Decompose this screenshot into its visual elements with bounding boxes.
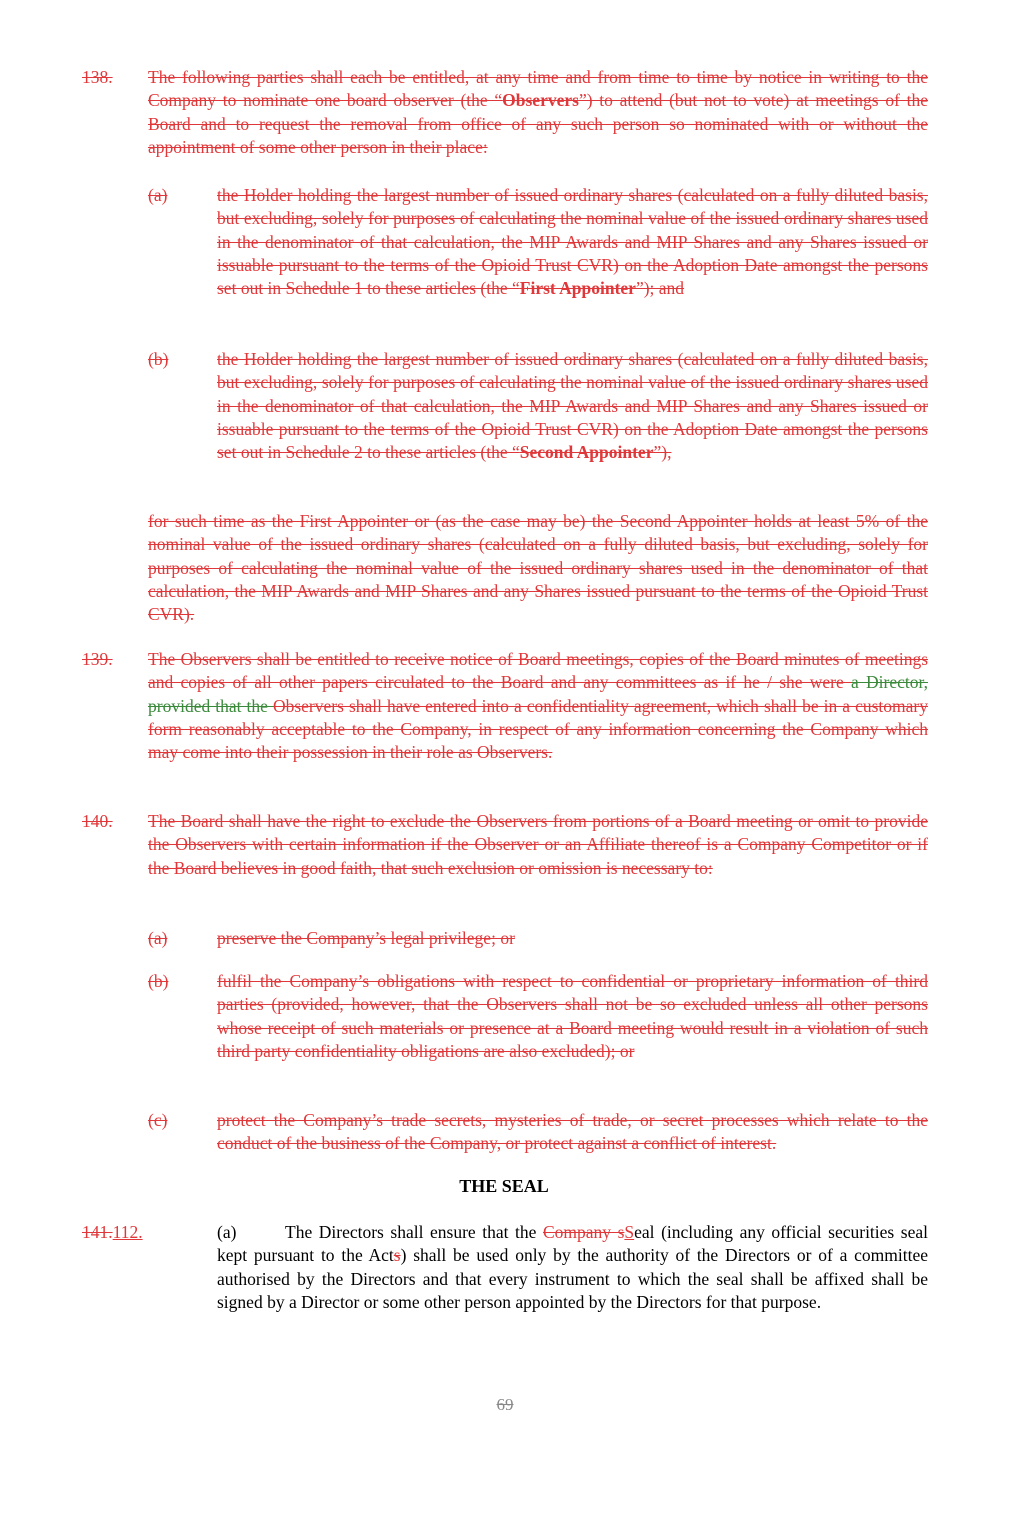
clause-140a-label: (a) [148,928,168,948]
clause-138a-label: (a) [148,185,168,205]
second-appointer-defined-term: Second Appointer [519,442,654,463]
clause-112-text-1: The Directors shall ensure that the [285,1222,543,1242]
page-number: 69 [496,1395,514,1414]
clause-140a-text: preserve the Company’s legal privilege; or [217,928,515,948]
clause-138-number: 138. [82,67,113,87]
clause-112-tab-underline [143,1237,201,1238]
clause-138b-after: ”), [653,442,672,463]
clause-112-deletion-2: s [393,1245,401,1266]
clause-112-sub-label: (a) [217,1222,237,1242]
clause-140b-text: fulfil the Company’s obligations with respect to confidential or proprietary information of third parties (provided, however, that the Observers shall not be so excluded unless all other persons whose receipt of such materials or presence at a Board meeting would result in a violation of such third party confidentiality obligations are also excluded); or [217,971,928,1061]
first-appointer-defined-term: First Appointer [519,278,636,299]
clause-138b-text [217,348,928,464]
clause-139-after: Observers shall have entered into a confidentiality agreement, which shall be in a customary form reasonably acceptable to the Company, in respect of any information concerning the Company which may come into their possession in their role as Observers. [148,695,928,763]
clause-138-text-after: ”) to attend (but not to vote) at meetings of the Board and to request the removal from office of any such person so nominated with or without the appointment of some other person in their place: [148,90,928,157]
clause-112-text-2: eal (including any official securities seal kept pursuant to the Act [217,1222,928,1266]
clause-140-number: 140. [82,811,113,831]
clause-139-green-deletion: a Director, provided that the [148,672,928,716]
clause-140b-label: (b) [148,971,169,991]
clause-140-text: The Board shall have the right to exclude the Observers from portions of a Board meeting or omit to provide the Observers with certain information if the Observer or an Affiliate thereof is a Company Competitor or if the Board believes in good faith, that such exclusion or omission is necessary to: [148,811,928,878]
clause-140c-label: (c) [148,1110,168,1130]
clause-138-text-before: The following parties shall each be entitled, at any time and from time to time by notice in writing to the Company to nominate one board observer (the “ [148,67,928,111]
clause-139-number: 139. [82,649,113,669]
clause-139-text [148,648,928,764]
clause-138a-body: the Holder holding the largest number of issued ordinary shares (calculated on a fully diluted basis, but excluding, solely for purposes of calculating the nominal value of the issued ordinary shares used in the denominator of that calculation, the MIP Awards and MIP Shares and any Shares issued or issuable pursuant to the terms of the Opioid Trust CVR) on the Adoption Date amongst the persons set out in Schedule 1 to these articles (the “ [217,185,928,299]
clause-112-deletion-1: Company s [542,1222,625,1242]
clause-138b-body: the Holder holding the largest number of issued ordinary shares (calculated on a fully diluted basis, but excluding, solely for purposes of calculating the nominal value of the issued ordinary shares used in the denominator of that calculation, the MIP Awards and MIP Shares and any Shares issued or issuable pursuant to the terms of the Opioid Trust CVR) on the Adoption Date amongst the persons set out in Schedule 2 to these articles (the “ [217,349,928,463]
clause-112-number [82,1221,201,1244]
clause-112-insertion-1: S [624,1222,635,1242]
clause-140c-text: protect the Company’s trade secrets, mysteries of trade, or secret processes which relate to the conduct of the business of the Company, or protect against a conflict of interest. [217,1110,928,1154]
seal-heading: THE SEAL [459,1176,549,1196]
observers-defined-term: Observers [502,90,579,111]
clause-138-closing: for such time as the First Appointer or (as the case may be) the Second Appointer holds at least 5% of the nominal value of the issued ordinary shares (calculated on a fully diluted basis, but excluding, solely for purposes of calculating the nominal value of the issued ordinary shares used in the denominator of that calculation, the MIP Awards and MIP Shares and any Shares issued pursuant to the terms of the Opioid Trust CVR). [148,511,928,625]
clause-138-text [148,66,928,159]
clause-138a-text [217,184,928,300]
clause-138b-label: (b) [148,349,169,369]
clause-112-old-number: 141. [82,1222,113,1242]
clause-138a-after: ”); and [635,278,685,299]
clause-139-before: The Observers shall be entitled to receive notice of Board meetings, copies of the Board minutes of meetings and copies of all other papers circulated to the Board and any committees as if he / she were [148,649,928,693]
clause-112-new-number: 112. [112,1222,143,1242]
clause-112-text-3: ) shall be used only by the authority of the Directors or of a committee authorised by the Directors and that every instrument to which the seal shall be affixed shall be signed by a Director or some other person appointed by the Directors for that purpose. [217,1245,928,1312]
clause-112-text [217,1221,928,1314]
